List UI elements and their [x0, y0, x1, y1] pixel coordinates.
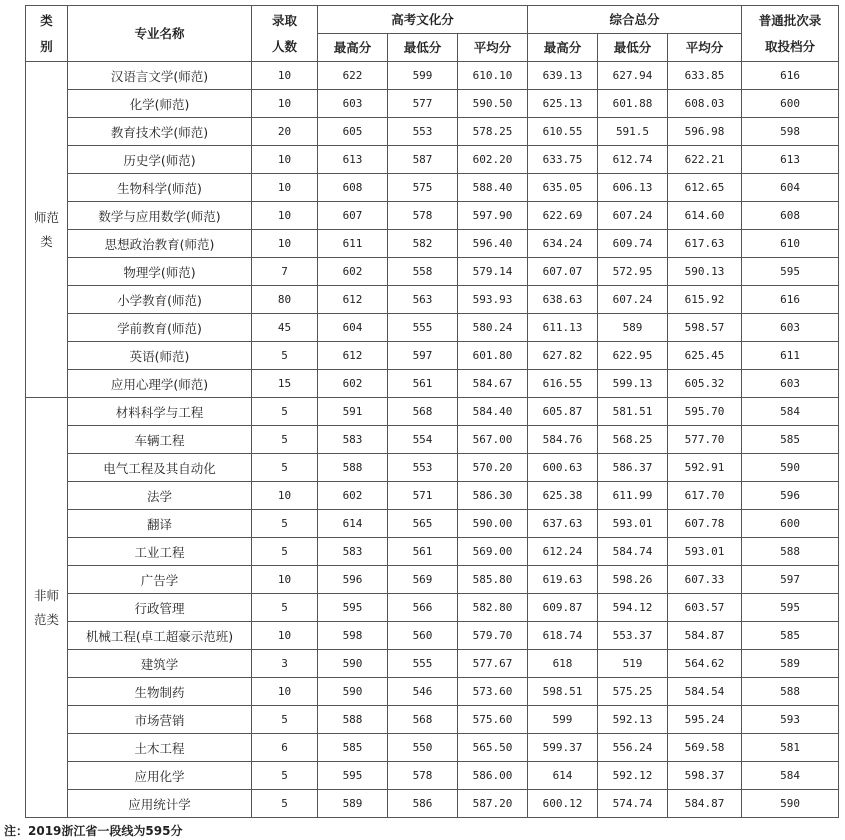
- major-name-cell: 历史学(师范): [68, 146, 252, 174]
- composite-max-cell: 614: [528, 762, 598, 790]
- major-name-cell: 学前教育(师范): [68, 314, 252, 342]
- header-gaokao-min: 最低分: [388, 34, 458, 62]
- major-name-cell: 车辆工程: [68, 426, 252, 454]
- gaokao-avg-cell: 577.67: [458, 650, 528, 678]
- header-gaokao-max: 最高分: [318, 34, 388, 62]
- composite-min-cell: 584.74: [598, 538, 668, 566]
- composite-max-cell: 598.51: [528, 678, 598, 706]
- batch-score-cell: 596: [742, 482, 839, 510]
- gaokao-max-cell: 588: [318, 454, 388, 482]
- gaokao-min-cell: 558: [388, 258, 458, 286]
- composite-avg-cell: 577.70: [668, 426, 742, 454]
- composite-min-cell: 568.25: [598, 426, 668, 454]
- composite-min-cell: 572.95: [598, 258, 668, 286]
- gaokao-min-cell: 575: [388, 174, 458, 202]
- composite-max-cell: 618: [528, 650, 598, 678]
- composite-avg-cell: 584.54: [668, 678, 742, 706]
- gaokao-max-cell: 607: [318, 202, 388, 230]
- gaokao-min-cell: 578: [388, 202, 458, 230]
- enroll-count-cell: 20: [252, 118, 318, 146]
- composite-avg-cell: 603.57: [668, 594, 742, 622]
- composite-max-cell: 635.05: [528, 174, 598, 202]
- gaokao-max-cell: 585: [318, 734, 388, 762]
- table-row: [26, 538, 839, 566]
- gaokao-max-cell: 612: [318, 342, 388, 370]
- enroll-count-cell: 10: [252, 482, 318, 510]
- gaokao-avg-cell: 601.80: [458, 342, 528, 370]
- major-name-cell: 机械工程(卓工超豪示范班): [68, 622, 252, 650]
- composite-min-cell: 553.37: [598, 622, 668, 650]
- composite-max-cell: 616.55: [528, 370, 598, 398]
- composite-min-cell: 574.74: [598, 790, 668, 818]
- table-row: [26, 398, 839, 426]
- header-gaokao-avg: 平均分: [458, 34, 528, 62]
- gaokao-max-cell: 603: [318, 90, 388, 118]
- batch-score-cell: 593: [742, 706, 839, 734]
- table-row: [26, 90, 839, 118]
- major-name-cell: 汉语言文学(师范): [68, 62, 252, 90]
- gaokao-max-cell: 598: [318, 622, 388, 650]
- composite-min-cell: 591.5: [598, 118, 668, 146]
- composite-avg-cell: 617.70: [668, 482, 742, 510]
- table-row: [26, 762, 839, 790]
- gaokao-min-cell: 569: [388, 566, 458, 594]
- header-composite-min: 最低分: [598, 34, 668, 62]
- gaokao-max-cell: 590: [318, 650, 388, 678]
- gaokao-max-cell: 588: [318, 706, 388, 734]
- composite-max-cell: 634.24: [528, 230, 598, 258]
- table-row: [26, 566, 839, 594]
- gaokao-avg-cell: 587.20: [458, 790, 528, 818]
- enroll-count-cell: 5: [252, 398, 318, 426]
- composite-min-cell: 519: [598, 650, 668, 678]
- composite-min-cell: 609.74: [598, 230, 668, 258]
- composite-max-cell: 584.76: [528, 426, 598, 454]
- gaokao-avg-cell: 579.14: [458, 258, 528, 286]
- composite-min-cell: 575.25: [598, 678, 668, 706]
- header-major: 专业名称: [68, 6, 252, 62]
- enroll-count-cell: 10: [252, 566, 318, 594]
- major-name-cell: 法学: [68, 482, 252, 510]
- gaokao-max-cell: 611: [318, 230, 388, 258]
- composite-min-cell: 556.24: [598, 734, 668, 762]
- table-row: [26, 314, 839, 342]
- batch-score-cell: 598: [742, 118, 839, 146]
- gaokao-avg-cell: 593.93: [458, 286, 528, 314]
- enroll-count-cell: 6: [252, 734, 318, 762]
- major-name-cell: 生物制药: [68, 678, 252, 706]
- composite-avg-cell: 607.33: [668, 566, 742, 594]
- gaokao-min-cell: 550: [388, 734, 458, 762]
- composite-avg-cell: 569.58: [668, 734, 742, 762]
- gaokao-max-cell: 595: [318, 762, 388, 790]
- gaokao-min-cell: 566: [388, 594, 458, 622]
- composite-avg-cell: 564.62: [668, 650, 742, 678]
- batch-score-cell: 603: [742, 314, 839, 342]
- enroll-count-cell: 7: [252, 258, 318, 286]
- composite-max-cell: 600.12: [528, 790, 598, 818]
- enroll-count-cell: 5: [252, 510, 318, 538]
- gaokao-avg-cell: 586.30: [458, 482, 528, 510]
- major-name-cell: 市场营销: [68, 706, 252, 734]
- enroll-count-cell: 5: [252, 762, 318, 790]
- batch-score-cell: 588: [742, 678, 839, 706]
- gaokao-min-cell: 561: [388, 370, 458, 398]
- table-row: [26, 790, 839, 818]
- batch-score-cell: 584: [742, 762, 839, 790]
- gaokao-avg-cell: 610.10: [458, 62, 528, 90]
- table-row: [26, 342, 839, 370]
- composite-avg-cell: 607.78: [668, 510, 742, 538]
- batch-score-cell: 585: [742, 622, 839, 650]
- major-name-cell: 思想政治教育(师范): [68, 230, 252, 258]
- gaokao-avg-cell: 579.70: [458, 622, 528, 650]
- composite-avg-cell: 617.63: [668, 230, 742, 258]
- table-header: [26, 6, 839, 62]
- table-row: [26, 482, 839, 510]
- gaokao-min-cell: 553: [388, 118, 458, 146]
- composite-avg-cell: 595.70: [668, 398, 742, 426]
- gaokao-avg-cell: 580.24: [458, 314, 528, 342]
- composite-min-cell: 581.51: [598, 398, 668, 426]
- gaokao-avg-cell: 567.00: [458, 426, 528, 454]
- footnote: 注：2019浙江省一段线为595分: [4, 824, 183, 838]
- gaokao-avg-cell: 590.50: [458, 90, 528, 118]
- gaokao-max-cell: 612: [318, 286, 388, 314]
- composite-avg-cell: 598.57: [668, 314, 742, 342]
- enroll-count-cell: 10: [252, 622, 318, 650]
- composite-avg-cell: 614.60: [668, 202, 742, 230]
- batch-score-cell: 613: [742, 146, 839, 174]
- composite-min-cell: 607.24: [598, 202, 668, 230]
- gaokao-min-cell: 546: [388, 678, 458, 706]
- table-row: [26, 426, 839, 454]
- major-name-cell: 教育技术学(师范): [68, 118, 252, 146]
- composite-max-cell: 619.63: [528, 566, 598, 594]
- gaokao-max-cell: 583: [318, 538, 388, 566]
- batch-score-cell: 604: [742, 174, 839, 202]
- gaokao-min-cell: 555: [388, 650, 458, 678]
- enroll-count-cell: 10: [252, 678, 318, 706]
- gaokao-max-cell: 613: [318, 146, 388, 174]
- composite-avg-cell: 593.01: [668, 538, 742, 566]
- category-cell: 非师 范类: [26, 398, 68, 818]
- gaokao-max-cell: 605: [318, 118, 388, 146]
- table-row: [26, 706, 839, 734]
- batch-score-cell: 597: [742, 566, 839, 594]
- enroll-count-cell: 5: [252, 342, 318, 370]
- gaokao-min-cell: 577: [388, 90, 458, 118]
- composite-avg-cell: 596.98: [668, 118, 742, 146]
- composite-min-cell: 607.24: [598, 286, 668, 314]
- composite-max-cell: 600.63: [528, 454, 598, 482]
- header-composite-avg: 平均分: [668, 34, 742, 62]
- gaokao-min-cell: 587: [388, 146, 458, 174]
- table-row: [26, 174, 839, 202]
- gaokao-max-cell: 602: [318, 482, 388, 510]
- composite-max-cell: 625.38: [528, 482, 598, 510]
- batch-score-cell: 600: [742, 510, 839, 538]
- batch-score-cell: 595: [742, 594, 839, 622]
- major-name-cell: 广告学: [68, 566, 252, 594]
- enroll-count-cell: 10: [252, 174, 318, 202]
- gaokao-max-cell: 602: [318, 370, 388, 398]
- gaokao-min-cell: 599: [388, 62, 458, 90]
- table-row: [26, 286, 839, 314]
- major-name-cell: 化学(师范): [68, 90, 252, 118]
- table-row: [26, 510, 839, 538]
- batch-score-cell: 616: [742, 62, 839, 90]
- composite-max-cell: 627.82: [528, 342, 598, 370]
- table-row: [26, 650, 839, 678]
- composite-min-cell: 622.95: [598, 342, 668, 370]
- gaokao-avg-cell: 590.00: [458, 510, 528, 538]
- major-name-cell: 土木工程: [68, 734, 252, 762]
- header-enroll-count: 录取 人数: [252, 6, 318, 62]
- gaokao-avg-cell: 585.80: [458, 566, 528, 594]
- batch-score-cell: 610: [742, 230, 839, 258]
- header-category: 类 别: [26, 6, 68, 62]
- composite-min-cell: 594.12: [598, 594, 668, 622]
- major-name-cell: 应用统计学: [68, 790, 252, 818]
- enroll-count-cell: 10: [252, 62, 318, 90]
- composite-max-cell: 612.24: [528, 538, 598, 566]
- enroll-count-cell: 5: [252, 426, 318, 454]
- gaokao-avg-cell: 597.90: [458, 202, 528, 230]
- gaokao-max-cell: 608: [318, 174, 388, 202]
- table-row: [26, 118, 839, 146]
- gaokao-min-cell: 554: [388, 426, 458, 454]
- composite-min-cell: 592.13: [598, 706, 668, 734]
- major-name-cell: 生物科学(师范): [68, 174, 252, 202]
- gaokao-min-cell: 565: [388, 510, 458, 538]
- gaokao-min-cell: 555: [388, 314, 458, 342]
- enroll-count-cell: 5: [252, 790, 318, 818]
- major-name-cell: 行政管理: [68, 594, 252, 622]
- gaokao-min-cell: 568: [388, 706, 458, 734]
- gaokao-min-cell: 597: [388, 342, 458, 370]
- composite-avg-cell: 584.87: [668, 622, 742, 650]
- composite-min-cell: 586.37: [598, 454, 668, 482]
- gaokao-max-cell: 604: [318, 314, 388, 342]
- composite-max-cell: 622.69: [528, 202, 598, 230]
- composite-max-cell: 607.07: [528, 258, 598, 286]
- composite-max-cell: 633.75: [528, 146, 598, 174]
- major-name-cell: 电气工程及其自动化: [68, 454, 252, 482]
- admission-score-table: [25, 5, 839, 818]
- composite-max-cell: 637.63: [528, 510, 598, 538]
- gaokao-min-cell: 560: [388, 622, 458, 650]
- composite-min-cell: 606.13: [598, 174, 668, 202]
- composite-avg-cell: 590.13: [668, 258, 742, 286]
- gaokao-min-cell: 553: [388, 454, 458, 482]
- table-row: [26, 230, 839, 258]
- category-cell: 师范 类: [26, 62, 68, 398]
- major-name-cell: 数学与应用数学(师范): [68, 202, 252, 230]
- composite-avg-cell: 584.87: [668, 790, 742, 818]
- enroll-count-cell: 5: [252, 706, 318, 734]
- composite-max-cell: 605.87: [528, 398, 598, 426]
- table-row: [26, 454, 839, 482]
- batch-score-cell: 584: [742, 398, 839, 426]
- batch-score-cell: 603: [742, 370, 839, 398]
- enroll-count-cell: 5: [252, 454, 318, 482]
- gaokao-min-cell: 568: [388, 398, 458, 426]
- gaokao-max-cell: 595: [318, 594, 388, 622]
- composite-min-cell: 612.74: [598, 146, 668, 174]
- gaokao-max-cell: 591: [318, 398, 388, 426]
- composite-avg-cell: 615.92: [668, 286, 742, 314]
- gaokao-avg-cell: 602.20: [458, 146, 528, 174]
- enroll-count-cell: 3: [252, 650, 318, 678]
- composite-avg-cell: 622.21: [668, 146, 742, 174]
- table-row: [26, 146, 839, 174]
- gaokao-max-cell: 614: [318, 510, 388, 538]
- table-row: [26, 594, 839, 622]
- composite-avg-cell: 633.85: [668, 62, 742, 90]
- major-name-cell: 建筑学: [68, 650, 252, 678]
- batch-score-cell: 595: [742, 258, 839, 286]
- gaokao-avg-cell: 570.20: [458, 454, 528, 482]
- gaokao-min-cell: 561: [388, 538, 458, 566]
- enroll-count-cell: 15: [252, 370, 318, 398]
- composite-avg-cell: 598.37: [668, 762, 742, 790]
- enroll-count-cell: 5: [252, 594, 318, 622]
- gaokao-avg-cell: 582.80: [458, 594, 528, 622]
- table-row: [26, 370, 839, 398]
- batch-score-cell: 589: [742, 650, 839, 678]
- gaokao-avg-cell: 573.60: [458, 678, 528, 706]
- composite-avg-cell: 612.65: [668, 174, 742, 202]
- gaokao-avg-cell: 596.40: [458, 230, 528, 258]
- composite-min-cell: 601.88: [598, 90, 668, 118]
- gaokao-avg-cell: 569.00: [458, 538, 528, 566]
- gaokao-avg-cell: 565.50: [458, 734, 528, 762]
- gaokao-avg-cell: 588.40: [458, 174, 528, 202]
- composite-max-cell: 639.13: [528, 62, 598, 90]
- batch-score-cell: 611: [742, 342, 839, 370]
- major-name-cell: 材料科学与工程: [68, 398, 252, 426]
- gaokao-max-cell: 589: [318, 790, 388, 818]
- major-name-cell: 小学教育(师范): [68, 286, 252, 314]
- gaokao-min-cell: 578: [388, 762, 458, 790]
- major-name-cell: 应用化学: [68, 762, 252, 790]
- composite-max-cell: 618.74: [528, 622, 598, 650]
- composite-min-cell: 598.26: [598, 566, 668, 594]
- gaokao-max-cell: 596: [318, 566, 388, 594]
- composite-avg-cell: 592.91: [668, 454, 742, 482]
- enroll-count-cell: 10: [252, 202, 318, 230]
- composite-avg-cell: 625.45: [668, 342, 742, 370]
- batch-score-cell: 590: [742, 790, 839, 818]
- batch-score-cell: 588: [742, 538, 839, 566]
- gaokao-min-cell: 563: [388, 286, 458, 314]
- batch-score-cell: 585: [742, 426, 839, 454]
- major-name-cell: 英语(师范): [68, 342, 252, 370]
- table-row: [26, 202, 839, 230]
- table-body: [26, 62, 839, 818]
- batch-score-cell: 616: [742, 286, 839, 314]
- enroll-count-cell: 45: [252, 314, 318, 342]
- batch-score-cell: 581: [742, 734, 839, 762]
- composite-min-cell: 611.99: [598, 482, 668, 510]
- composite-min-cell: 593.01: [598, 510, 668, 538]
- enroll-count-cell: 5: [252, 538, 318, 566]
- header-composite-max: 最高分: [528, 34, 598, 62]
- gaokao-avg-cell: 575.60: [458, 706, 528, 734]
- composite-max-cell: 625.13: [528, 90, 598, 118]
- gaokao-min-cell: 582: [388, 230, 458, 258]
- header-composite-group: 综合总分: [528, 6, 742, 34]
- enroll-count-cell: 10: [252, 230, 318, 258]
- composite-min-cell: 592.12: [598, 762, 668, 790]
- enroll-count-cell: 80: [252, 286, 318, 314]
- table-row: [26, 258, 839, 286]
- composite-max-cell: 611.13: [528, 314, 598, 342]
- composite-max-cell: 610.55: [528, 118, 598, 146]
- gaokao-max-cell: 590: [318, 678, 388, 706]
- composite-min-cell: 627.94: [598, 62, 668, 90]
- composite-max-cell: 599: [528, 706, 598, 734]
- batch-score-cell: 590: [742, 454, 839, 482]
- composite-avg-cell: 605.32: [668, 370, 742, 398]
- gaokao-avg-cell: 578.25: [458, 118, 528, 146]
- header-batch-score: 普通批次录 取投档分: [742, 6, 839, 62]
- enroll-count-cell: 10: [252, 90, 318, 118]
- table-row: [26, 734, 839, 762]
- gaokao-avg-cell: 584.67: [458, 370, 528, 398]
- table-row: [26, 62, 839, 90]
- gaokao-min-cell: 586: [388, 790, 458, 818]
- gaokao-min-cell: 571: [388, 482, 458, 510]
- composite-max-cell: 599.37: [528, 734, 598, 762]
- major-name-cell: 工业工程: [68, 538, 252, 566]
- table-row: [26, 622, 839, 650]
- gaokao-avg-cell: 586.00: [458, 762, 528, 790]
- major-name-cell: 物理学(师范): [68, 258, 252, 286]
- batch-score-cell: 608: [742, 202, 839, 230]
- composite-max-cell: 638.63: [528, 286, 598, 314]
- composite-min-cell: 589: [598, 314, 668, 342]
- major-name-cell: 应用心理学(师范): [68, 370, 252, 398]
- gaokao-max-cell: 602: [318, 258, 388, 286]
- enroll-count-cell: 10: [252, 146, 318, 174]
- composite-avg-cell: 608.03: [668, 90, 742, 118]
- composite-avg-cell: 595.24: [668, 706, 742, 734]
- composite-max-cell: 609.87: [528, 594, 598, 622]
- gaokao-avg-cell: 584.40: [458, 398, 528, 426]
- major-name-cell: 翻译: [68, 510, 252, 538]
- header-gaokao-group: 高考文化分: [318, 6, 528, 34]
- batch-score-cell: 600: [742, 90, 839, 118]
- composite-min-cell: 599.13: [598, 370, 668, 398]
- table-row: [26, 678, 839, 706]
- gaokao-max-cell: 583: [318, 426, 388, 454]
- gaokao-max-cell: 622: [318, 62, 388, 90]
